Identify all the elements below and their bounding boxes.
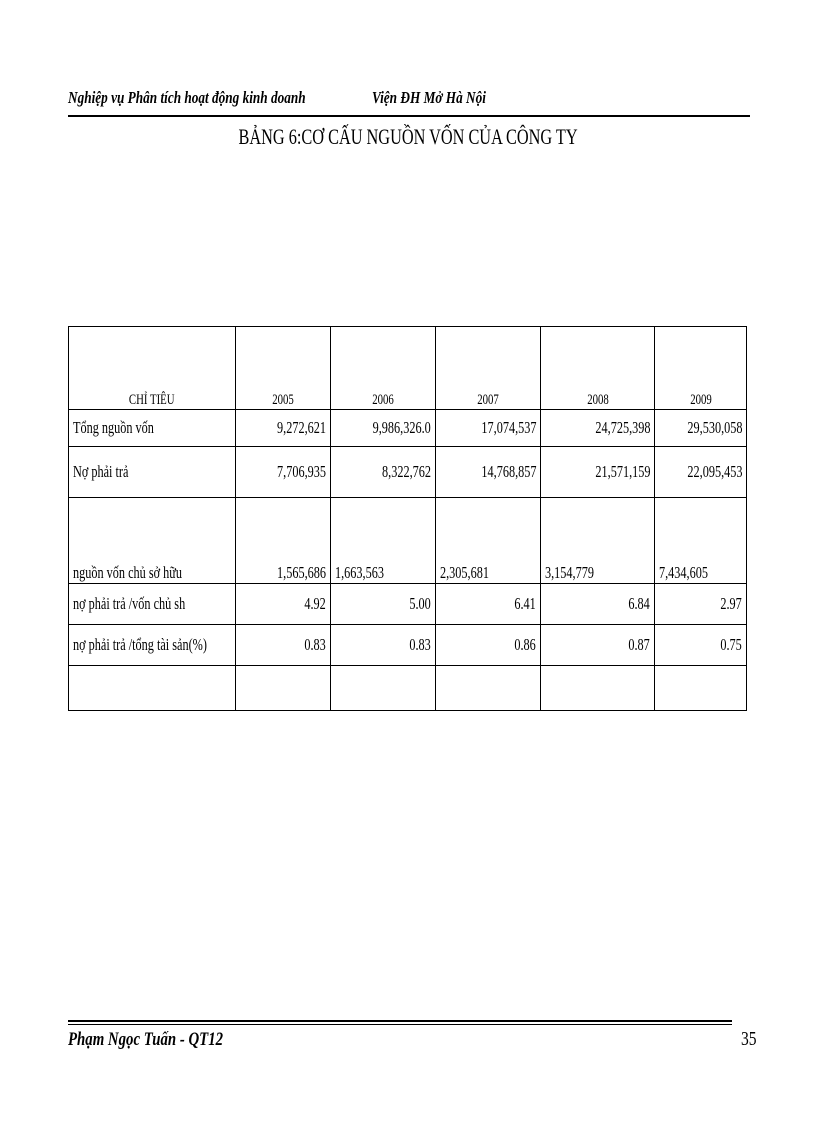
column-header: 2006 xyxy=(331,327,436,410)
table-cell: 24,725,398 xyxy=(541,410,655,447)
table-cell: 14,768,857 xyxy=(436,447,541,498)
table-cell: 3,154,779 xyxy=(541,498,655,584)
table-cell: 5.00 xyxy=(331,584,436,625)
table-cell: 2,305,681 xyxy=(436,498,541,584)
page-number: 35 xyxy=(741,1028,757,1050)
column-header: 2007 xyxy=(436,327,541,410)
empty-cell xyxy=(236,666,331,711)
empty-cell xyxy=(69,666,236,711)
footer-rule xyxy=(68,1020,732,1022)
empty-table-row xyxy=(69,666,747,711)
empty-cell xyxy=(331,666,436,711)
empty-cell xyxy=(436,666,541,711)
page-header xyxy=(68,88,750,118)
table-row xyxy=(69,410,747,447)
table-row xyxy=(69,498,747,584)
table-cell: 21,571,159 xyxy=(541,447,655,498)
table-cell: 29,530,058 xyxy=(655,410,747,447)
capital-structure-table xyxy=(68,326,747,711)
row-label: Nợ phải trả xyxy=(69,447,236,498)
table-cell: 7,706,935 xyxy=(236,447,331,498)
table-cell: 9,272,621 xyxy=(236,410,331,447)
table-cell: 22,095,453 xyxy=(655,447,747,498)
footer-author: Phạm Ngọc Tuấn - QT12 xyxy=(68,1029,224,1050)
table-cell: 4.92 xyxy=(236,584,331,625)
table-cell: 0.83 xyxy=(331,625,436,666)
table-cell: 6.84 xyxy=(541,584,655,625)
table-cell: 1,663,563 xyxy=(331,498,436,584)
footer-rule xyxy=(68,1024,732,1025)
empty-cell xyxy=(655,666,747,711)
table-cell: 0.75 xyxy=(655,625,747,666)
page-title: BẢNG 6:CƠ CẤU NGUỒN VỐN CỦA CÔNG TY xyxy=(238,124,578,149)
header-institution: Viện ĐH Mở Hà Nội xyxy=(372,88,486,107)
table-cell: 0.86 xyxy=(436,625,541,666)
row-label: Tổng nguồn vốn xyxy=(69,410,236,447)
column-header: 2008 xyxy=(541,327,655,410)
table-row xyxy=(69,584,747,625)
column-header: 2005 xyxy=(236,327,331,410)
header-course-title: Nghiệp vụ Phân tích hoạt động kinh doanh xyxy=(68,88,306,107)
table-cell: 9,986,326.0 xyxy=(331,410,436,447)
table-cell: 1,565,686 xyxy=(236,498,331,584)
table-header-row xyxy=(69,327,747,410)
table-cell: 0.83 xyxy=(236,625,331,666)
table-cell: 7,434,605 xyxy=(655,498,747,584)
table-cell: 8,322,762 xyxy=(331,447,436,498)
column-header: CHỈ TIÊU xyxy=(69,327,236,410)
table-cell: 0.87 xyxy=(541,625,655,666)
table-cell: 6.41 xyxy=(436,584,541,625)
table-row xyxy=(69,625,747,666)
table-cell: 17,074,537 xyxy=(436,410,541,447)
row-label: nguồn vốn chủ sở hữu xyxy=(69,498,236,584)
row-label: nợ phải trả /vốn chủ sh xyxy=(69,584,236,625)
column-header: 2009 xyxy=(655,327,747,410)
empty-cell xyxy=(541,666,655,711)
row-label: nợ phải trả /tổng tài sản(%) xyxy=(69,625,236,666)
table-row xyxy=(69,447,747,498)
table-cell: 2.97 xyxy=(655,584,747,625)
header-rule xyxy=(68,115,750,117)
